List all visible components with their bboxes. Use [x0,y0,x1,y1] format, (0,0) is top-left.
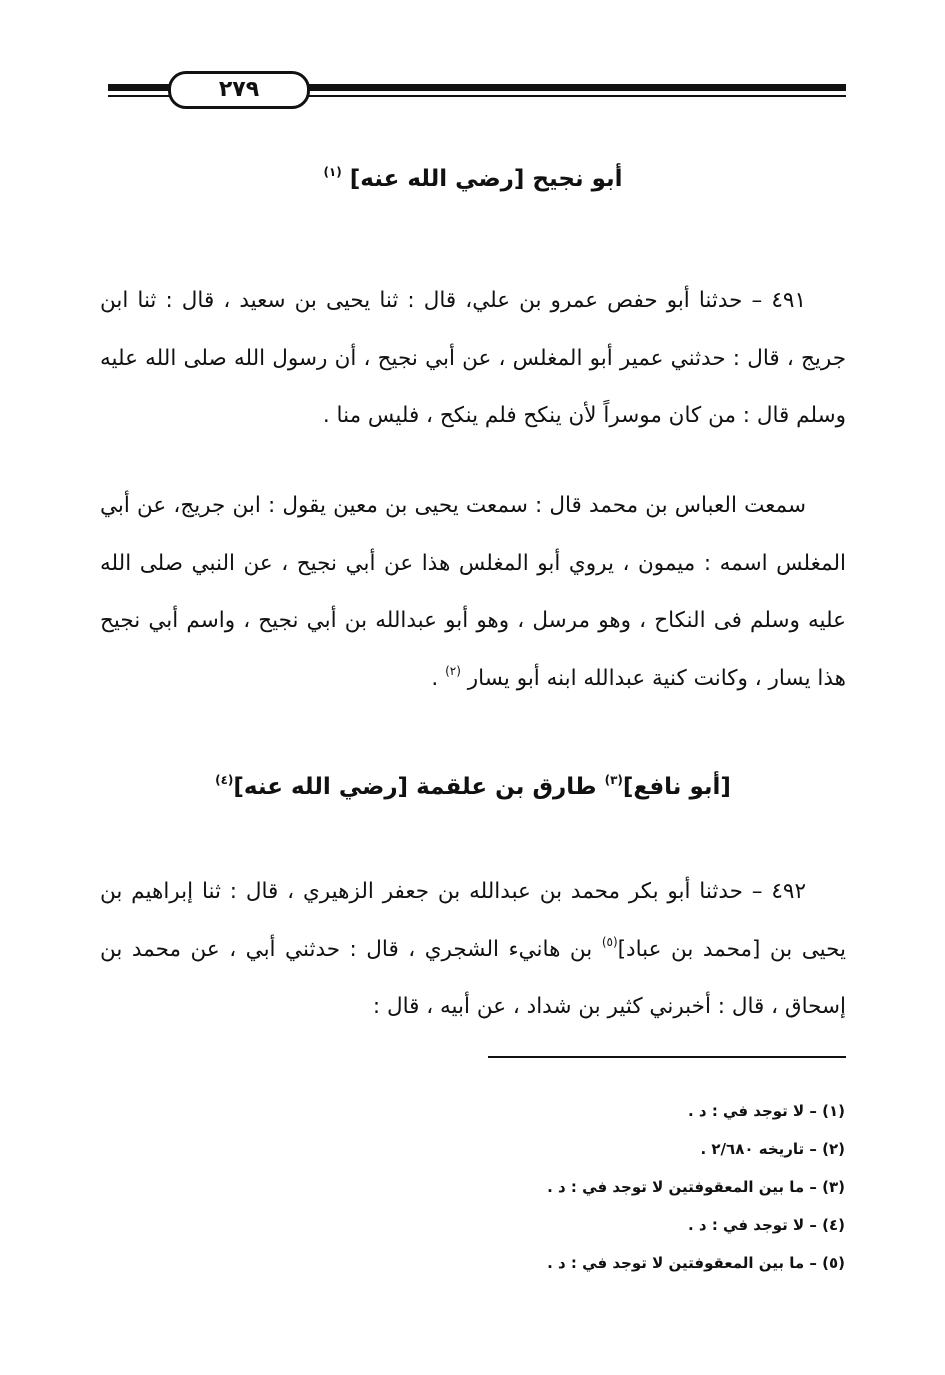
section-title-abu-najih [100,166,846,192]
page-number: ٢٧٩ [168,71,310,109]
hadith-492 [100,863,846,1036]
footnote-item: (١) – لا توجد في : د . [688,1102,845,1120]
footnote-item: (٢) – تاريخه ٢/٦٨٠ . [700,1140,845,1158]
commentary-end: . [431,665,439,691]
section-title-text: أبو نجيح [رضي الله عنه] [349,166,623,192]
footnote-ref: (١) [323,165,342,179]
commentary-text: سمعت العباس بن محمد قال : سمعت يحيى بن معين يقول : ابن جريج، عن أبي المغلس اسمه : ميمون ، يروي أبو المغلس هذا عن أبي نجيح ، عن النبي صلى الله عليه وسلم فى النكاح ، وهو مرسل ، وهو أبو عبدالله بن أبي نجيح ، واسم أبي نجيح هذا يسار ، وكانت كنية عبدالله ابنه أبو يسار [100,493,846,691]
footnote-item: (٤) – لا توجد في : د . [688,1216,845,1234]
footnote-ref: (٤) [215,773,234,787]
hadith-491: ٤٩١ – حدثنا أبو حفص عمرو بن علي، قال : ثنا يحيى بن سعيد ، قال : ثنا ابن جريج ، قال : حدثني عمير أبو المغلس ، عن أبي نجيح ، أن رسول الله صلى الله عليه وسلم قال : من كان موسراً لأن ينكح فلم ينكح ، فليس منا . [100,288,846,428]
footnote-item: (٣) – ما بين المعقوفتين لا توجد في : د . [547,1178,845,1196]
footnote-ref: (٢) [445,663,461,678]
commentary-paragraph [100,477,846,707]
section-title-part2: طارق بن علقمة [رضي الله عنه] [233,774,597,800]
section-title-tariq [100,774,846,800]
section-title-part1: [أبو نافع] [622,774,731,800]
footnote-item: (٥) – ما بين المعقوفتين لا توجد في : د . [547,1254,845,1272]
hadith-492-part1: ٤٩٢ – حدثنا أبو بكر محمد بن عبدالله بن جعفر الزهيري ، قال : ثنا إبراهيم بن يحيى بن [محمد بن عباد] [100,879,847,962]
hadith-492-part2: بن هانيء الشجري ، قال : حدثني أبي ، عن محمد بن إسحاق ، قال : أخبرني كثير بن شداد ، عن أبيه ، قال : [100,936,846,1019]
footnotes [425,1092,845,1282]
footnote-separator [488,1056,846,1058]
page-header [108,68,846,108]
footnote-ref: (٣) [604,773,623,787]
footnote-ref: (٥) [601,934,618,949]
